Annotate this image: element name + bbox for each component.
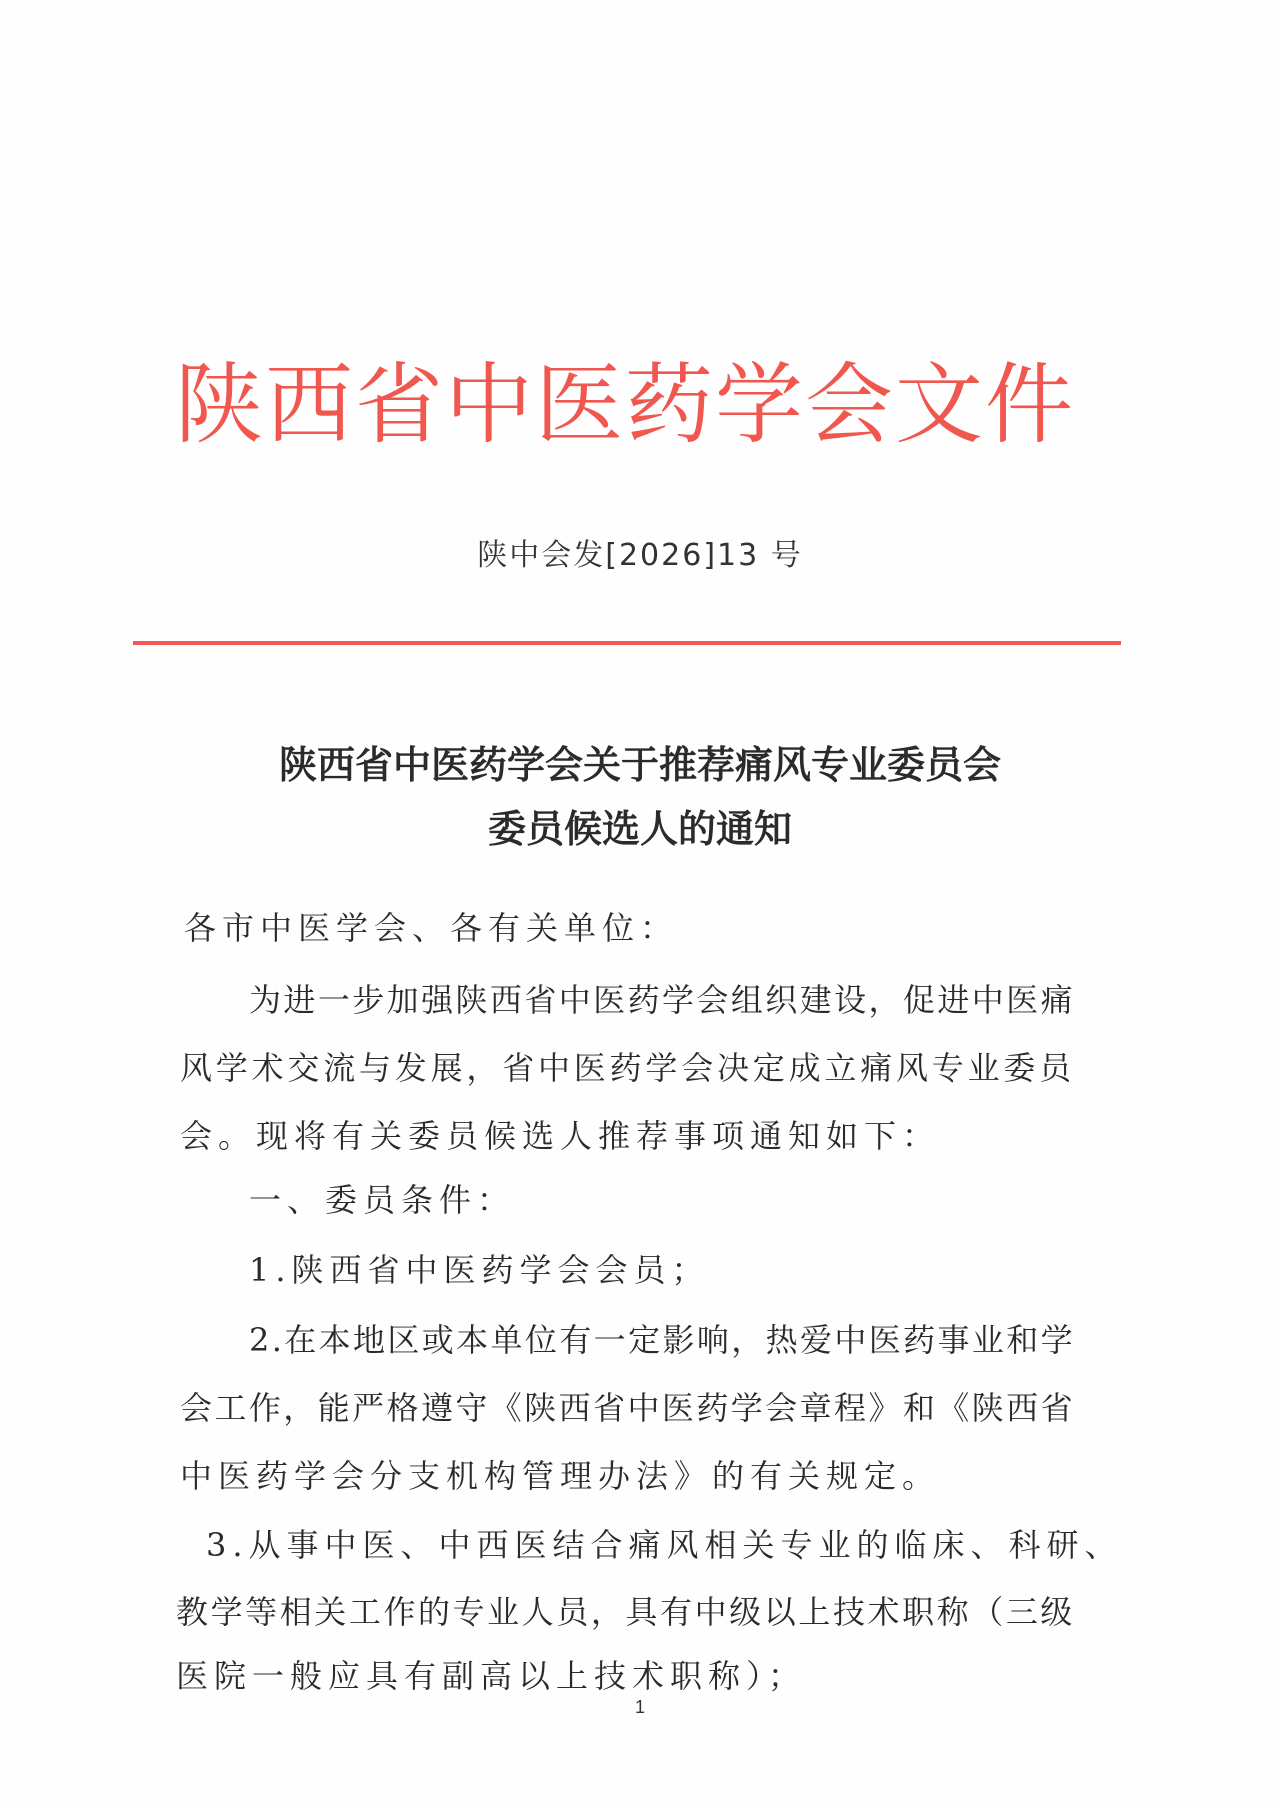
body-text-line: 风学术交流与发展，省中医药学会决定成立痛风专业委员 xyxy=(180,1049,1075,1087)
document-number: 陕中会发[2026]13 号 xyxy=(477,538,803,573)
notice-title-line-2: 委员候选人的通知 xyxy=(487,807,792,851)
notice-title-line-1: 陕西省中医药学会关于推荐痛风专业委员会 xyxy=(278,743,1001,787)
body-text-line: 中医药学会分支机构管理办法》的有关规定。 xyxy=(180,1457,941,1495)
body-text-line: 1.陕西省中医药学会会员； xyxy=(249,1251,710,1289)
body-text-line: 教学等相关工作的专业人员，具有中级以上技术职称（三级 xyxy=(176,1593,1075,1631)
body-text-line: 各市中医学会、各有关单位： xyxy=(184,909,679,947)
page-number: 1 xyxy=(634,1697,645,1717)
body-text-line: 会工作，能严格遵守《陕西省中医药学会章程》和《陕西省 xyxy=(180,1389,1075,1427)
red-divider-line xyxy=(133,641,1121,645)
document-masthead: 陕西省中医药学会文件 xyxy=(174,353,1075,456)
body-text-line: 一、委员条件： xyxy=(249,1181,516,1219)
body-text-line: 3.从事中医、中西医结合痛风相关专业的临床、科研、 xyxy=(206,1526,1123,1564)
body-text-line: 2.在本地区或本单位有一定影响，热爱中医药事业和学 xyxy=(249,1321,1075,1359)
body-text-line: 为进一步加强陕西省中医药学会组织建设，促进中医痛 xyxy=(249,981,1075,1019)
body-text-line: 医院一般应具有副高以上技术职称）； xyxy=(176,1657,807,1695)
body-text-line: 会。现将有关委员候选人推荐事项通知如下： xyxy=(180,1117,941,1155)
